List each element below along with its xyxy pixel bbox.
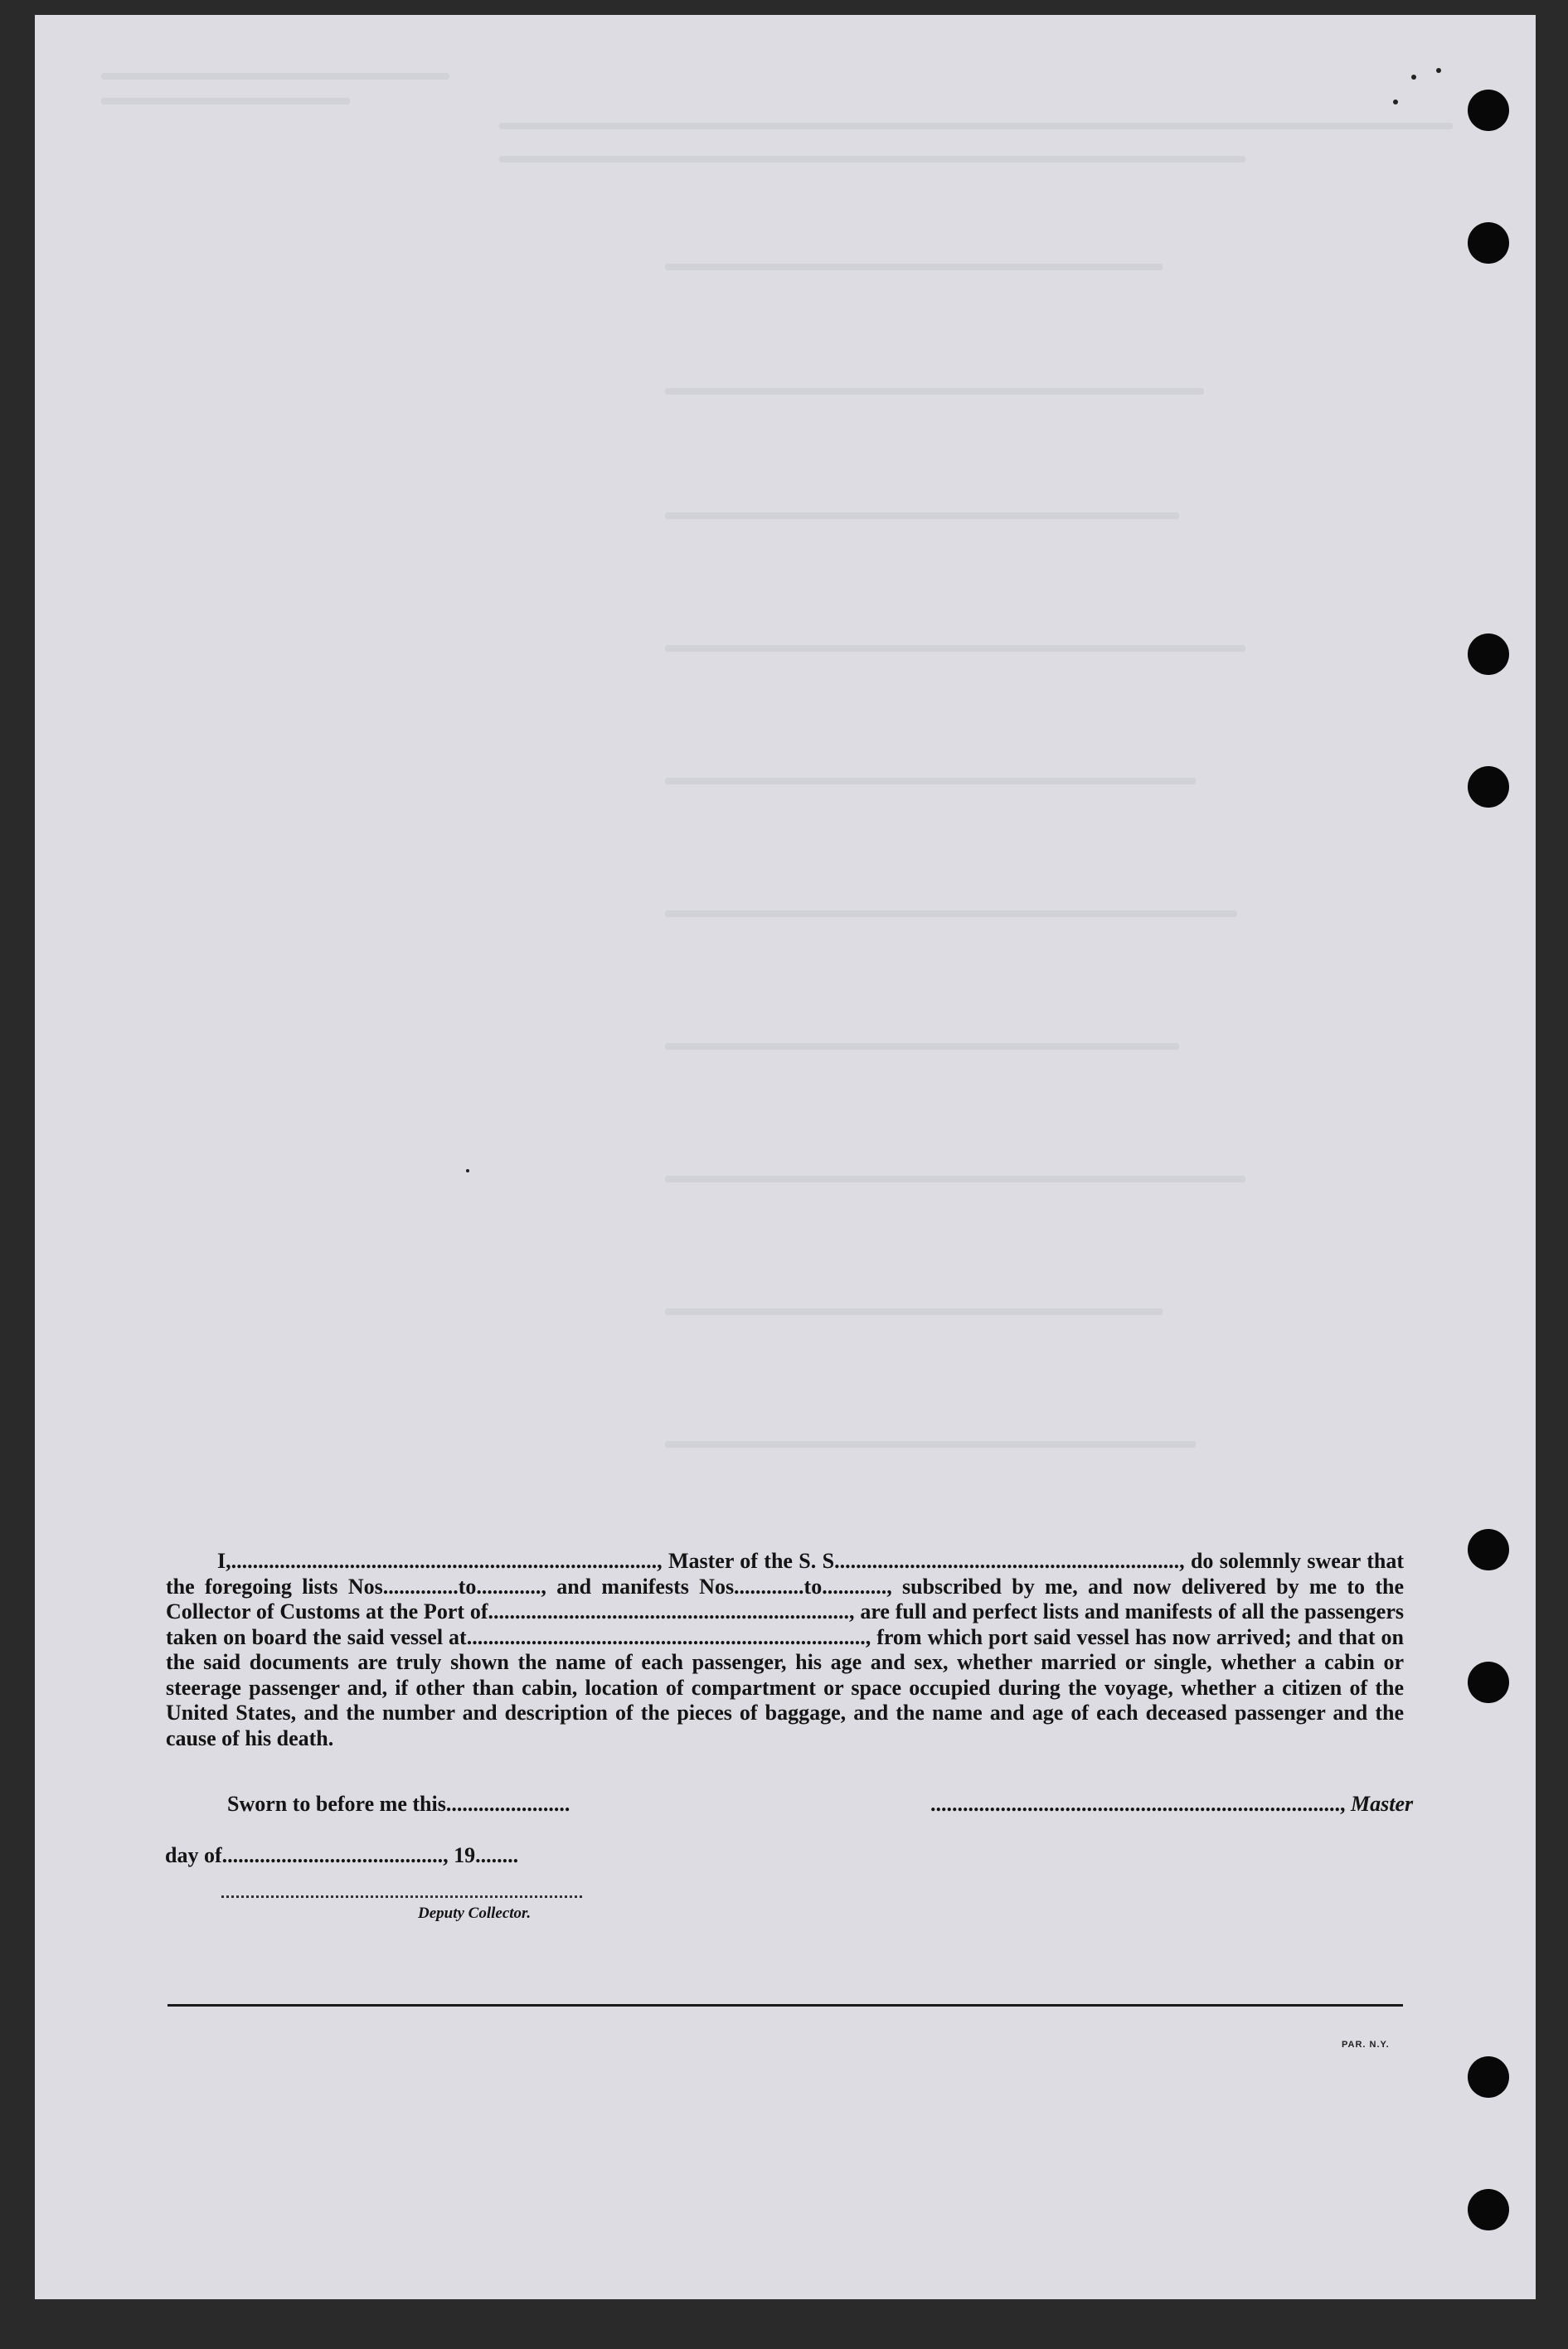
punch-hole xyxy=(1468,1529,1509,1570)
oath-text: I,..............................................................................., Master of the S. S................................................................, do solemnly swear that the foregoing lists Nos..............to............, and manifests Nos.............to............, subscribed by me, and now delivered by me to the Collector of Customs at the Port of..................................................................., are full and perfect lists and manifests of all the passengers taken on board the said vessel at.........................................................................., from which port said vessel has now arrived; and that on the said documents are truly shown the name of each passenger, his age and sex, whether married or single, whether a cabin or steerage passenger and, if other than cabin, location of compartment or space occupied during the voyage, whether a citizen of the United States, and the number and description of the pieces of baggage, and the name and age of each deceased passenger and the cause of his death. xyxy=(166,1549,1404,1750)
deputy-signature-line xyxy=(221,1895,582,1898)
punch-hole xyxy=(1468,2189,1509,2230)
master-signature-line xyxy=(930,1792,1413,1817)
master-label: Master xyxy=(1351,1792,1414,1816)
bottom-rule xyxy=(167,2004,1403,2007)
paper-speck xyxy=(1436,68,1441,73)
paper-speck xyxy=(1393,99,1398,104)
bleed-through-area xyxy=(85,48,1494,1499)
day-of-line: day of........................................., 19........ xyxy=(165,1843,519,1867)
master-signature-dots: ............................................................................, xyxy=(930,1792,1351,1816)
punch-hole xyxy=(1468,222,1509,264)
sworn-before-line: Sworn to before me this....................... xyxy=(227,1792,570,1816)
manifest-page xyxy=(35,15,1536,2299)
punch-hole xyxy=(1468,2056,1509,2098)
deputy-collector-label: Deputy Collector. xyxy=(418,1905,532,1922)
paper-speck xyxy=(466,1169,469,1172)
paper-speck xyxy=(1411,75,1416,80)
punch-hole xyxy=(1468,90,1509,131)
punch-hole xyxy=(1468,633,1509,675)
printer-mark: PAR. N.Y. xyxy=(1342,2040,1390,2050)
punch-hole xyxy=(1468,1662,1509,1703)
oath-paragraph xyxy=(166,1549,1404,1751)
punch-hole xyxy=(1468,766,1509,808)
